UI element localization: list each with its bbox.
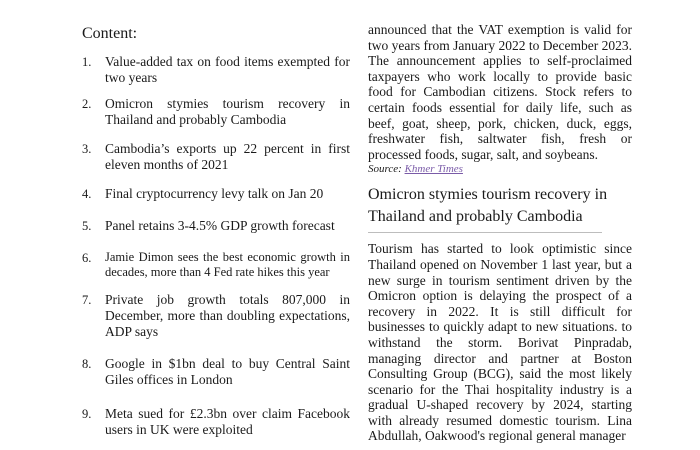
contents-item[interactable] [82,406,350,438]
item-number: 1. [82,55,92,69]
item-number: 9. [82,407,92,421]
item-number: 4. [82,187,92,201]
heading-divider [368,232,602,233]
item-text: Value-added tax on food items exempted for two years [105,54,350,85]
article-heading: Omicron stymies tourism recovery in Thailand and probably Cambodia [368,186,608,226]
item-text: Jamie Dimon sees the best economic growth in decades, more than 4 Fed rate hikes this year [105,250,350,279]
contents-item[interactable] [82,292,350,340]
contents-item[interactable] [82,54,350,86]
item-text: Private job growth totals 807,000 in December, more than doubling expectations, ADP says [105,292,350,339]
item-text: Final cryptocurrency levy talk on Jan 20 [105,186,324,201]
contents-item[interactable] [82,186,350,202]
item-text: Cambodia’s exports up 22 percent in first eleven months of 2021 [105,141,350,172]
item-text: Panel retains 3-4.5% GDP growth forecast [105,218,335,233]
source-link[interactable]: Khmer Times [404,163,463,176]
item-number: 8. [82,357,92,371]
contents-item[interactable] [82,141,350,173]
item-text: Omicron stymies tourism recovery in Thailand and probably Cambodia [105,96,350,127]
contents-item[interactable] [82,96,350,128]
item-number: 6. [82,251,92,265]
contents-title: Content: [82,25,138,42]
source-prefix: Source: [368,163,405,176]
article-body: Tourism has started to look optimistic since Thailand opened on November 1 last year, but a new surge in tourism sentiment driven by the Omicron option is delaying the prospect of a recovery in 2022. It is still difficult for businesses to quickly adapt to new situations. to withstand the storm. Borivat Pinpradab, managing director and partner at Boston Consulting Group (BCG), said the most likely scenario for the Thai hospitality industry is a gradual U-shaped recovery by 2024, starting with already resumed domestic tourism. Lina Abdullah, Oakwood's regional general manager [368,241,632,444]
article-column [368,22,632,444]
contents-item[interactable] [82,250,350,280]
item-number: 7. [82,293,92,307]
contents-item[interactable] [82,356,350,388]
item-number: 5. [82,219,92,233]
item-text: Meta sued for £2.3bn over claim Facebook users in UK were exploited [105,406,350,437]
article-source [368,163,632,176]
article-continuation: announced that the VAT exemption is valid for two years from January 2022 to December 2023. The announcement applies to self-proclaimed taxpayers who work locally to provide basic food for Cambodian citizens. Stock refers to certain foods essential for daily life, such as beef, goat, sheep, pork, chicken, duck, eggs, freshwater fish, saltwater fish, fresh or processed foods, sugar, salt, and soybeans. [368,22,632,162]
item-number: 2. [82,97,92,111]
contents-column [82,24,350,438]
contents-item[interactable] [82,218,350,234]
item-number: 3. [82,142,92,156]
item-text: Google in $1bn deal to buy Central Saint Giles offices in London [105,356,350,387]
contents-list [82,54,350,438]
